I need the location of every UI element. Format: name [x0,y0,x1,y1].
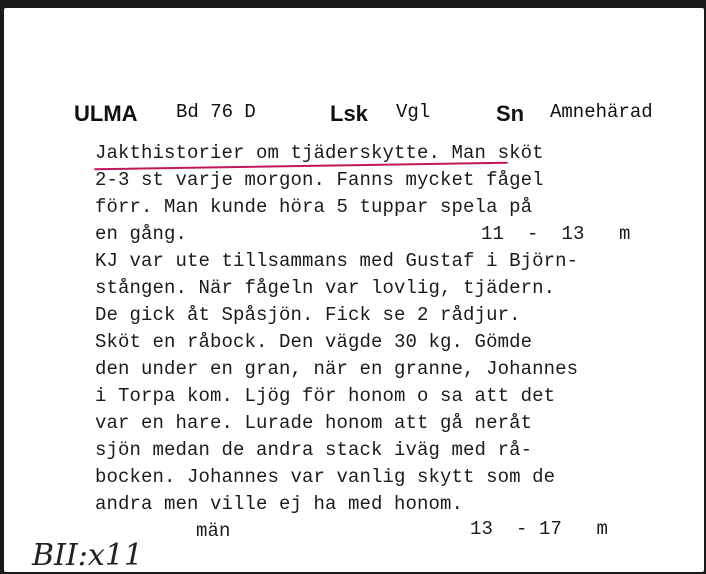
sn-label: Sn [496,101,525,126]
volume-number: Bd 76 D [176,101,256,123]
text-line-7: De gick åt Spåsjön. Fick se 2 rådjur. [95,304,521,326]
text-line-11: var en hare. Lurade honom att gå neråt [95,412,533,434]
text-line-6: stången. När fågeln var lovlig, tjädern. [95,277,556,299]
text-line-5: KJ var ute tillsammans med Gustaf i Björn- [95,250,579,272]
archive-card [4,8,704,572]
text-line-1: Jakthistorier om tjäderskytte. Man sköt [95,142,544,164]
archive-name: ULMA [74,101,138,126]
lsk-value: Vgl [396,101,431,123]
text-line-12: sjön medan de andra stack iväg med rå- [95,439,533,461]
handwritten-insert: män [196,520,231,542]
text-line-13: bocken. Johannes var vanlig skytt som de [95,466,556,488]
lsk-label: Lsk [330,101,368,126]
text-line-9: den under en gran, när en granne, Johannes [95,358,579,380]
text-line-2: 2-3 st varje morgon. Fanns mycket fågel [95,169,544,191]
text-line-10: i Torpa kom. Ljög för honom o sa att det [95,385,556,407]
age-note-1: 11 - 13 m [481,223,631,245]
text-line-3: förr. Man kunde höra 5 tuppar spela på [95,196,533,218]
sn-value: Amnehärad [550,101,653,123]
text-line-4: en gång. [95,223,188,245]
text-line-14: andra men ville ej ha med honom. [95,493,464,515]
handwritten-code: BII:x11 [32,538,143,573]
text-line-8: Sköt en råbock. Den vägde 30 kg. Gömde [95,331,533,353]
age-note-2: 13 - 17 m [470,518,609,540]
